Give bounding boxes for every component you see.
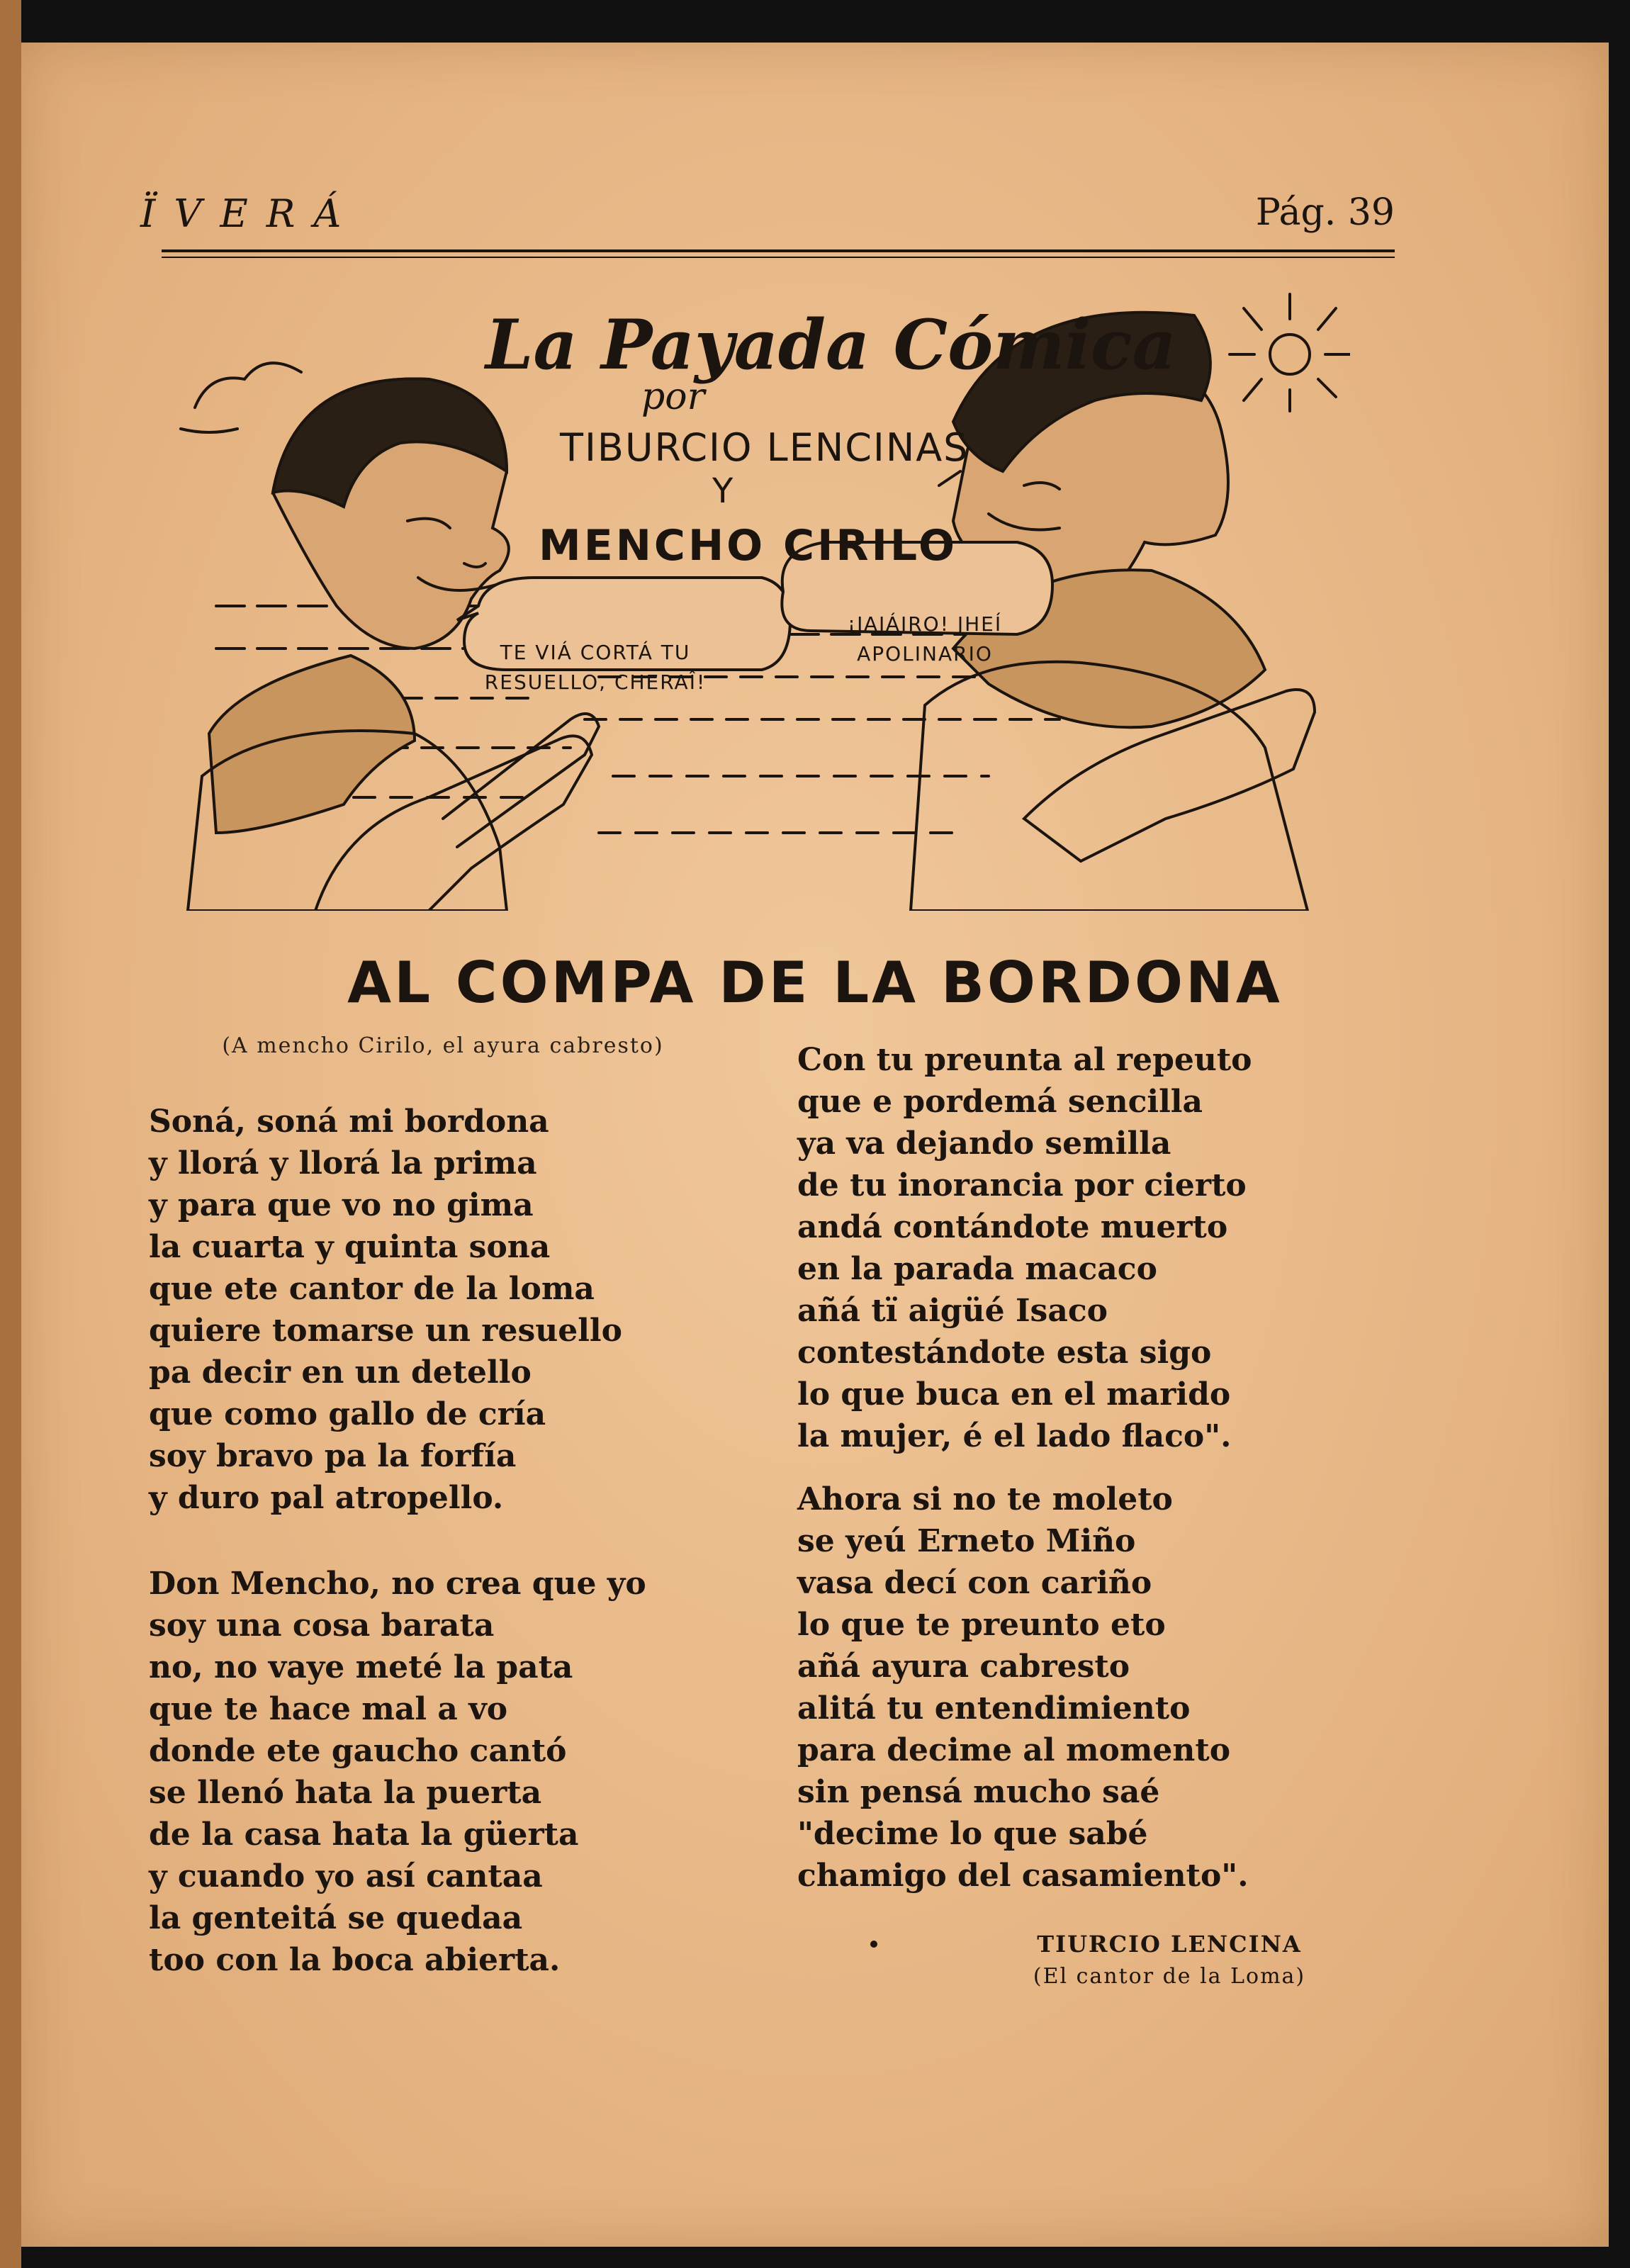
verse-line: añá tï aigüé Isaco: [797, 1293, 1108, 1329]
stanza-1: [149, 1101, 622, 1519]
verse-line: too con la boca abierta.: [149, 1942, 561, 1978]
verse-line: de la casa hata la güerta: [149, 1817, 579, 1853]
verse-line: soy bravo pa la forfía: [149, 1438, 517, 1474]
speech-bubble-left-text: TE VIÁ CORTÁ TU RESUELLO, CHERAÎ!: [484, 641, 707, 694]
signature-name: TIURCIO LENCINA: [1037, 1931, 1302, 1958]
verse-line: de tu inorancia por cierto: [797, 1167, 1247, 1203]
verse-line: en la parada macaco: [797, 1251, 1157, 1287]
verse-line: contestándote esta sigo: [797, 1335, 1212, 1371]
cartoon-title: La Payada Cómica: [485, 305, 1176, 385]
verse-line: Ahora si no te moleto: [797, 1481, 1173, 1517]
verse-line: lo que te preunto eto: [797, 1607, 1166, 1643]
verse-line: pa decir en un detello: [149, 1354, 532, 1391]
verse-line: que como gallo de cría: [149, 1396, 546, 1432]
verse-line: y cuando yo así cantaa: [149, 1858, 543, 1894]
page-header: [140, 191, 1395, 248]
verse-line: ya va dejando semilla: [797, 1125, 1171, 1162]
verse-line: "decime lo que sabé: [797, 1816, 1148, 1852]
verse-line: chamigo del casamiento".: [797, 1858, 1249, 1894]
verse-line: se yeú Erneto Miño: [797, 1523, 1136, 1559]
stanza-2: [149, 1563, 646, 1981]
poem-title: AL COMPA DE LA BORDONA: [347, 950, 1283, 1016]
verse-line: para decime al momento: [797, 1732, 1231, 1768]
cartoon-conjunction: Y: [712, 471, 734, 511]
verse-line: quiere tomarse un resuello: [149, 1313, 622, 1349]
verse-line: y llorá y llorá la prima: [149, 1145, 537, 1181]
header-rule-thin: [162, 257, 1395, 258]
verse-line: sin pensá mucho saé: [797, 1774, 1160, 1810]
page-number: Pág. 39: [1255, 191, 1395, 234]
page-binding-edge: [0, 0, 21, 2268]
verse-line: que ete cantor de la loma: [149, 1271, 595, 1307]
verse-line: la mujer, é el lado flaco".: [797, 1418, 1232, 1454]
verse-line: y duro pal atropello.: [149, 1480, 504, 1516]
verse-line: la cuarta y quinta sona: [149, 1229, 551, 1265]
cartoon-name-2: MENCHO CIRILO: [539, 521, 958, 571]
stanza-3: [797, 1039, 1252, 1457]
verse-line: añá ayura cabresto: [797, 1649, 1130, 1685]
verse-line: se llenó hata la puerta: [149, 1775, 542, 1811]
verse-line: lo que buca en el marido: [797, 1376, 1231, 1413]
verse-line: y para que vo no gima: [149, 1187, 534, 1223]
verse-line: que te hace mal a vo: [149, 1691, 508, 1727]
magazine-name: ÏVERÁ: [140, 191, 360, 236]
verse-line: donde ete gaucho cantó: [149, 1733, 567, 1769]
verse-line: vasa decí con cariño: [797, 1565, 1152, 1601]
signature-bullet: [870, 1941, 877, 1948]
verse-line: que e pordemá sencilla: [797, 1084, 1203, 1120]
verse-line: Con tu preunta al repeuto: [797, 1042, 1252, 1078]
signature-alias: (El cantor de la Loma): [1033, 1964, 1306, 1989]
verse-line: Soná, soná mi bordona: [149, 1104, 549, 1140]
verse-line: alitá tu entendimiento: [797, 1690, 1191, 1727]
cartoon-name-1: TIBURCIO LENCINAS: [560, 425, 969, 470]
verse-line: la genteitá se quedaa: [149, 1900, 523, 1936]
verse-line: soy una cosa barata: [149, 1607, 495, 1644]
header-rule: [162, 249, 1395, 252]
verse-line: andá contándote muerto: [797, 1209, 1228, 1245]
signature-block: [943, 1928, 1396, 1993]
verse-line: Don Mencho, no crea que yo: [149, 1566, 646, 1602]
stanza-4: [797, 1478, 1249, 1897]
poem-dedication: (A mencho Cirilo, el ayura cabresto): [222, 1033, 664, 1058]
speech-bubble-right-text: ¡JAJÁIRO! JHEÍ APOLINARIO: [847, 612, 1003, 666]
verse-line: no, no vaye meté la pata: [149, 1649, 573, 1685]
cartoon-por: por: [641, 376, 705, 418]
